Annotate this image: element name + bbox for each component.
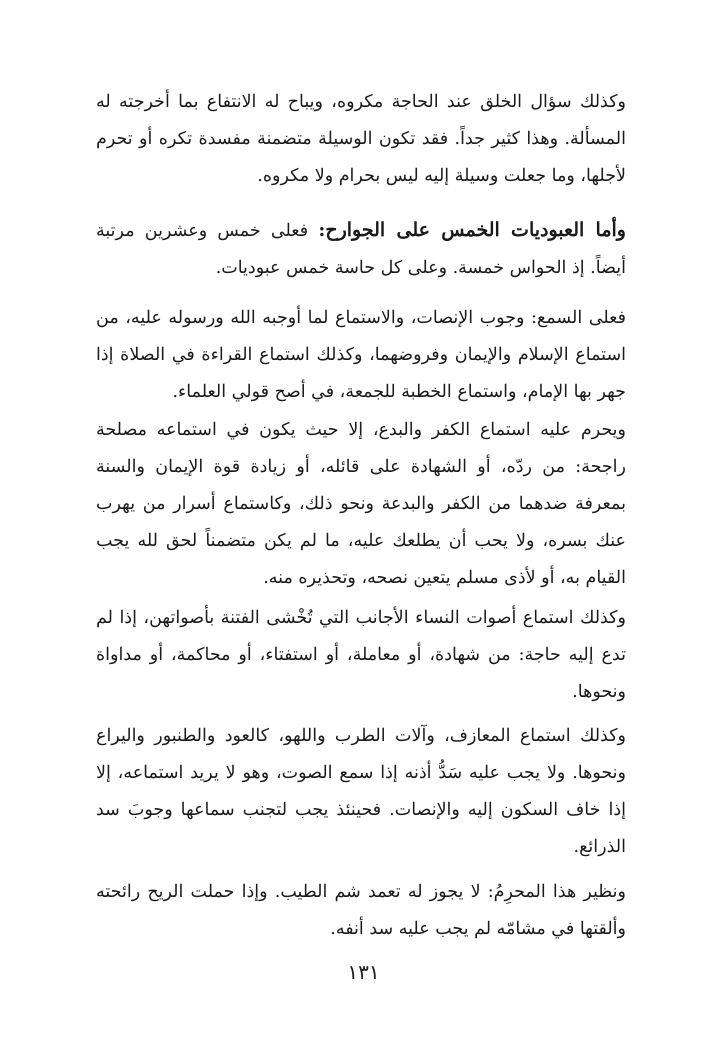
section-heading: وأما العبوديات الخمس على الجوارح: — [318, 219, 626, 241]
page-number: ١٣١ — [347, 960, 380, 984]
paragraph-2: وأما العبوديات الخمس على الجوارح: فعلى خمس وعشرين مرتبة أيضاً. إذ الحواس خمسة. وعلى كل حاسة خمس عبوديات. — [96, 219, 626, 278]
paragraph-1: وكذلك سؤال الخلق عند الحاجة مكروه، ويباح له الانتفاع بما أخرجته له المسألة. وهذا كثير جداً. فقد تكون الوسيلة متضمنة مفسدة تكره أو تحرم لأجلها، وما جعلت وسيلة إليه ليس بحرام ولا مكروه. — [96, 92, 626, 186]
paragraph-6: وكذلك استماع المعازف، وآلات الطرب واللهو، كالعود والطنبور واليراع ونحوها. ولا يجب عليه سَدُّ أذنه إذا سمع الصوت، وهو لا يريد استماعه، إلا إذا خاف السكون إليه والإنصات. فحينئذ يجب لتجنب سماعها وجوبَ سد الذرائع. — [96, 726, 626, 857]
paragraph-4: ويحرم عليه استماع الكفر والبدع، إلا حيث يكون في استماعه مصلحة راجحة: من ردّه، أو الشهادة على قائله، أو زيادة قوة الإيمان والسنة بمعرفة ضدهما من الكفر والبدعة ونحو ذلك، وكاستماع أسرار من يهرب عنك بسره، ولا يحب أن يطلعك عليه، ما لم يكن متضمناً لحق لله يجب القيام به، أو لأذى مسلم يتعين نصحه، وتحذيره منه. — [96, 420, 626, 588]
paragraph-7: ونظير هذا المحرِمُ: لا يجوز له تعمد شم الطيب. وإذا حملت الريح رائحته وألقتها في مشامّه لم يجب عليه سد أنفه. — [96, 882, 626, 939]
paragraph-5: وكذلك استماع أصوات النساء الأجانب التي تُخْشى الفتنة بأصواتهن، إذا لم تدع إليه حاجة: من شهادة، أو معاملة، أو استفتاء، أو محاكمة، أو مداواة ونحوها. — [96, 608, 626, 702]
paragraph-3: فعلى السمع: وجوب الإنصات، والاستماع لما أوجبه الله ورسوله عليه، من استماع الإسلام والإيمان وفروضهما، وكذلك استماع القراءة في الصلاة إذا جهر بها الإمام، واستماع الخطبة للجمعة، في أصح قولي العلماء. — [96, 308, 626, 402]
